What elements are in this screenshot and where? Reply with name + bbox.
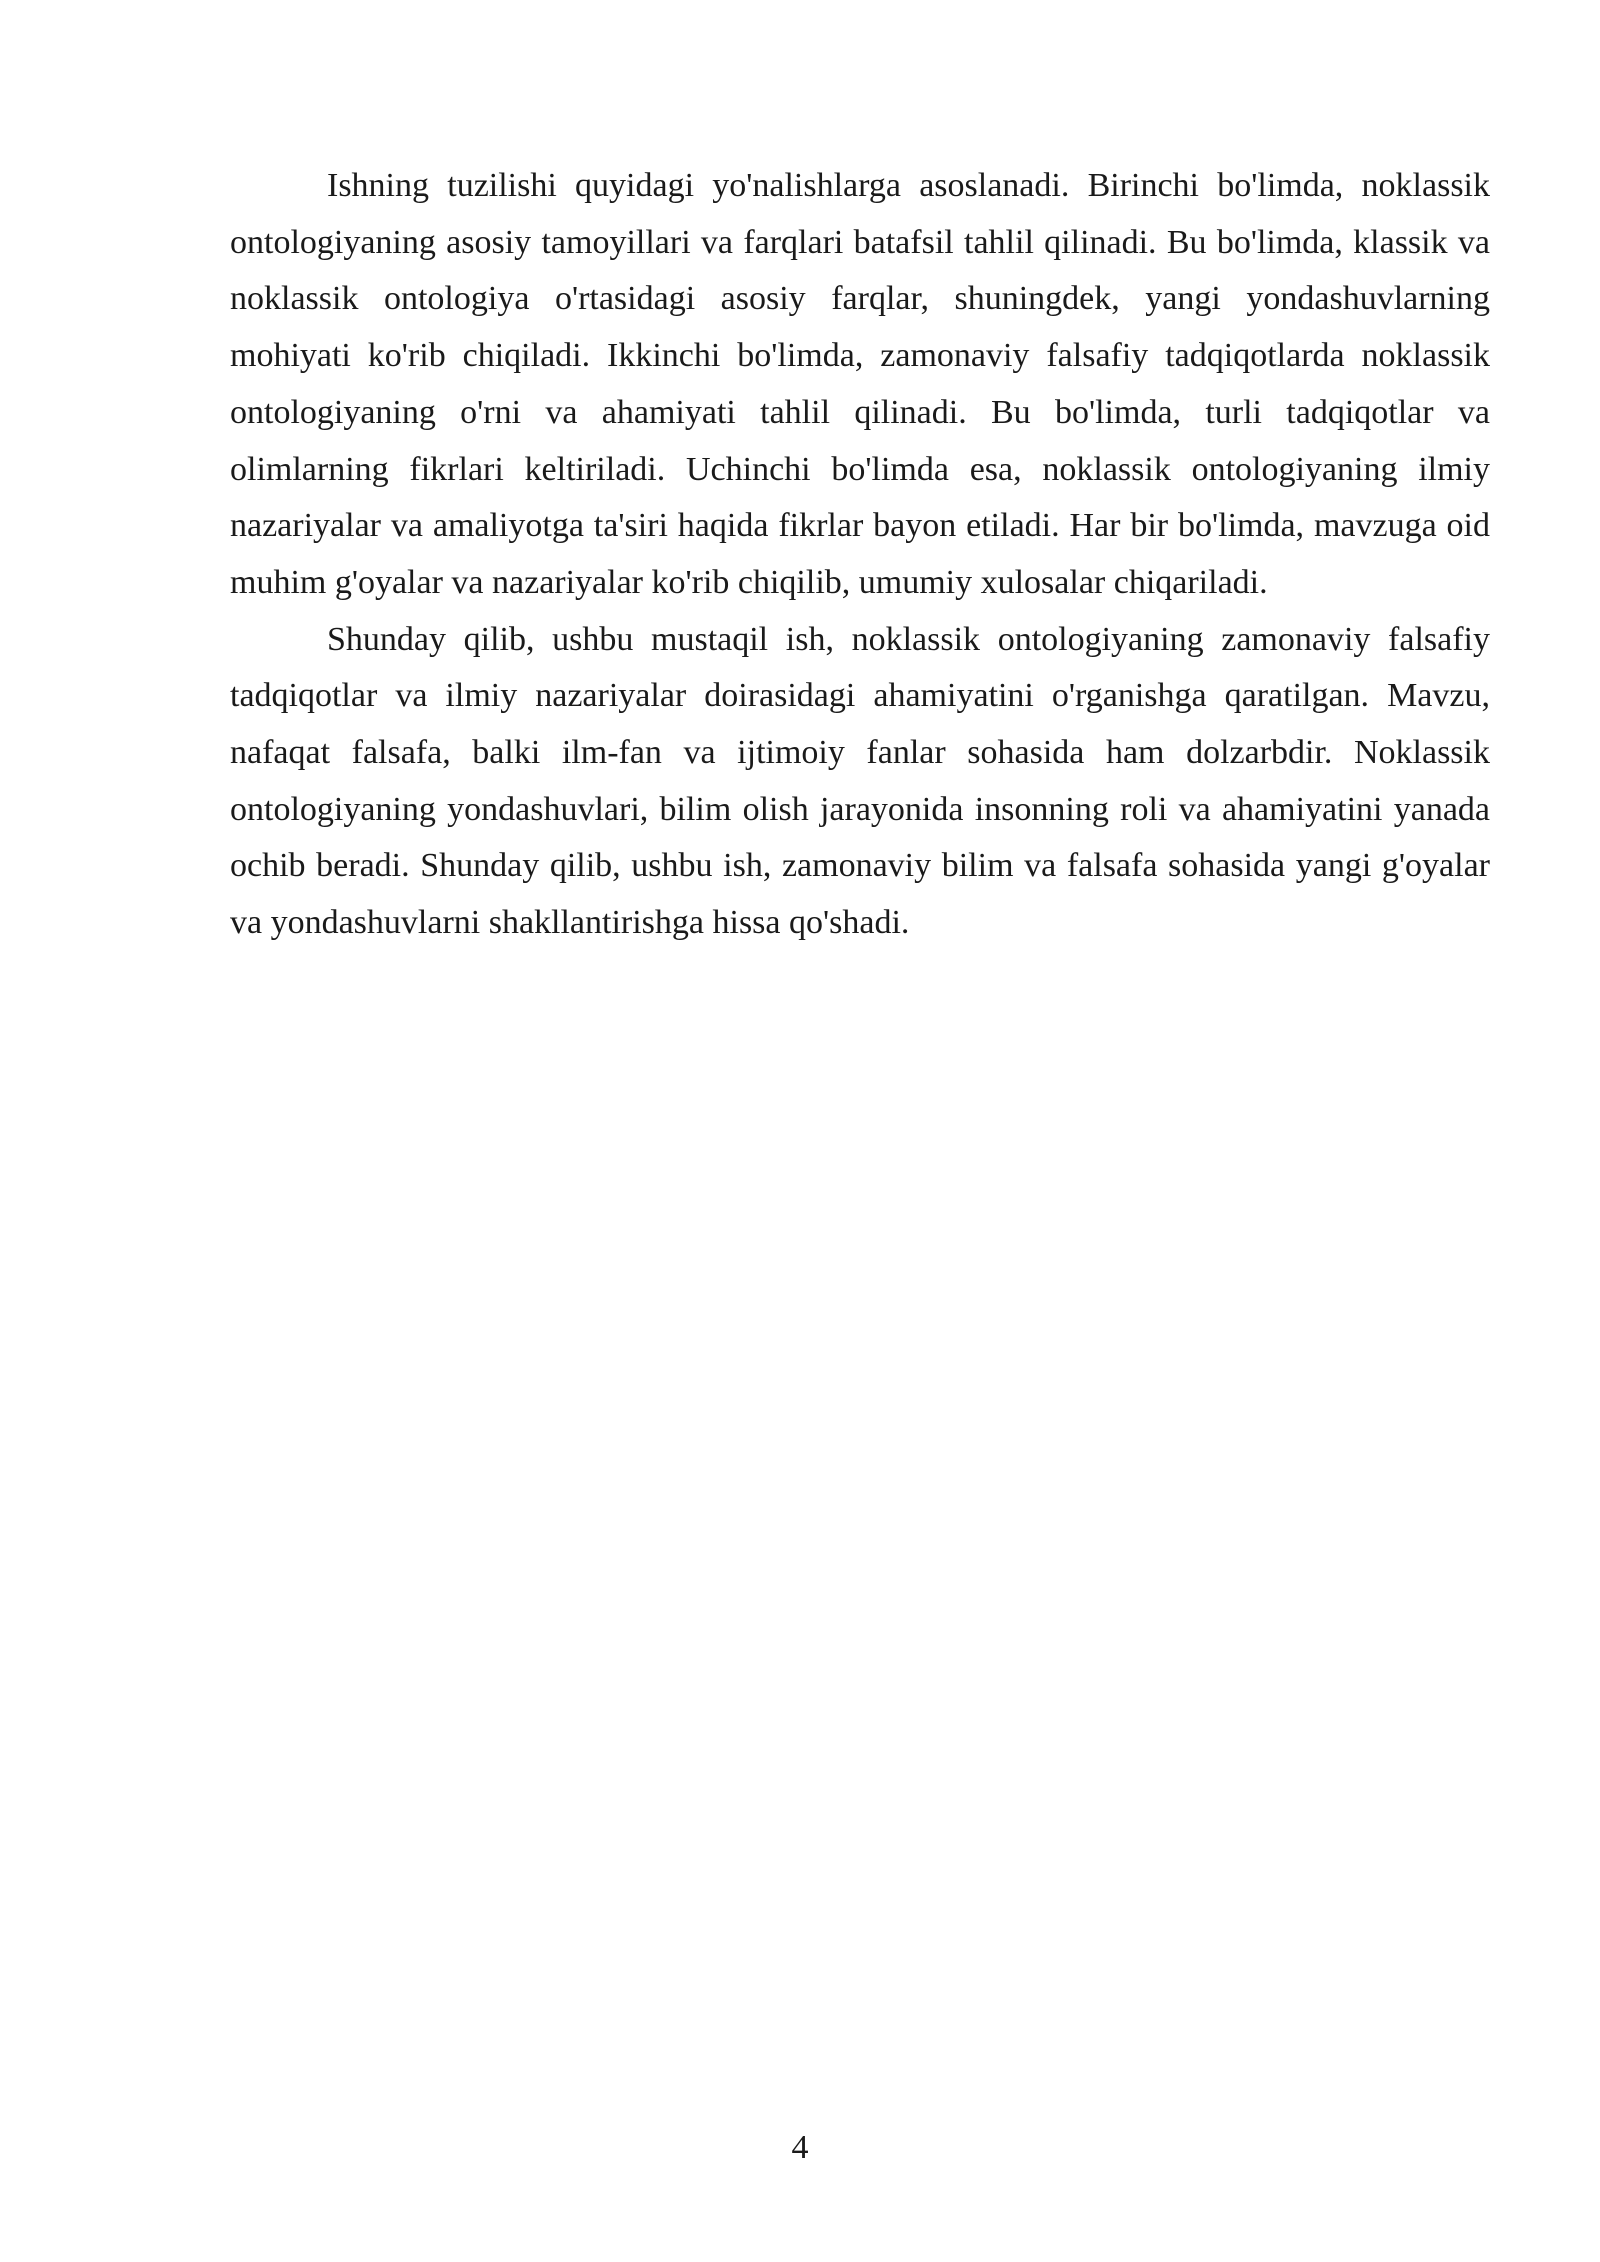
paragraph-conclusion: Shunday qilib, ushbu mustaqil ish, noklassik ontologiyaning zamonaviy falsafiy tadqiqotlar va ilmiy nazariyalar doirasidagi ahamiyatini o'rganishga qaratilgan. Mavzu, nafaqat falsafa, balki ilm-fan va ijtimoiy fanlar sohasida ham dolzarbdir. Noklassik ontologiyaning yondashuvlari, bilim olish jarayonida insonning roli va ahamiyatini yanada ochib beradi. Shunday qilib, ushbu ish, zamonaviy bilim va falsafa sohasida yangi g'oyalar va yondashuvlarni shakllantirishga hissa qo'shadi. <box>230 620 1490 942</box>
page-number: 4 <box>791 2129 809 2166</box>
paragraph-structure: Ishning tuzilishi quyidagi yo'nalishlarga asoslanadi. Birinchi bo'limda, noklassik ontologiyaning asosiy tamoyillari va farqlari batafsil tahlil qilinadi. Bu bo'limda, klassik va noklassik ontologiya o'rtasidagi asosiy farqlar, shuningdek, yangi yondashuvlarning mohiyati ko'rib chiqiladi. Ikkinchi bo'limda, zamonaviy falsafiy tadqiqotlarda noklassik ontologiyaning o'rni va ahamiyati tahlil qilinadi. Bu bo'limda, turli tadqiqotlar va olimlarning fikrlari keltiriladi. Uchinchi bo'limda esa, noklassik ontologiyaning ilmiy nazariyalar va amaliyotga ta'siri haqida fikrlar bayon etiladi. Har bir bo'limda, mavzuga oid muhim g'oyalar va nazariyalar ko'rib chiqilib, umumiy xulosalar chiqariladi. <box>230 167 1490 601</box>
document-body <box>230 158 1490 952</box>
